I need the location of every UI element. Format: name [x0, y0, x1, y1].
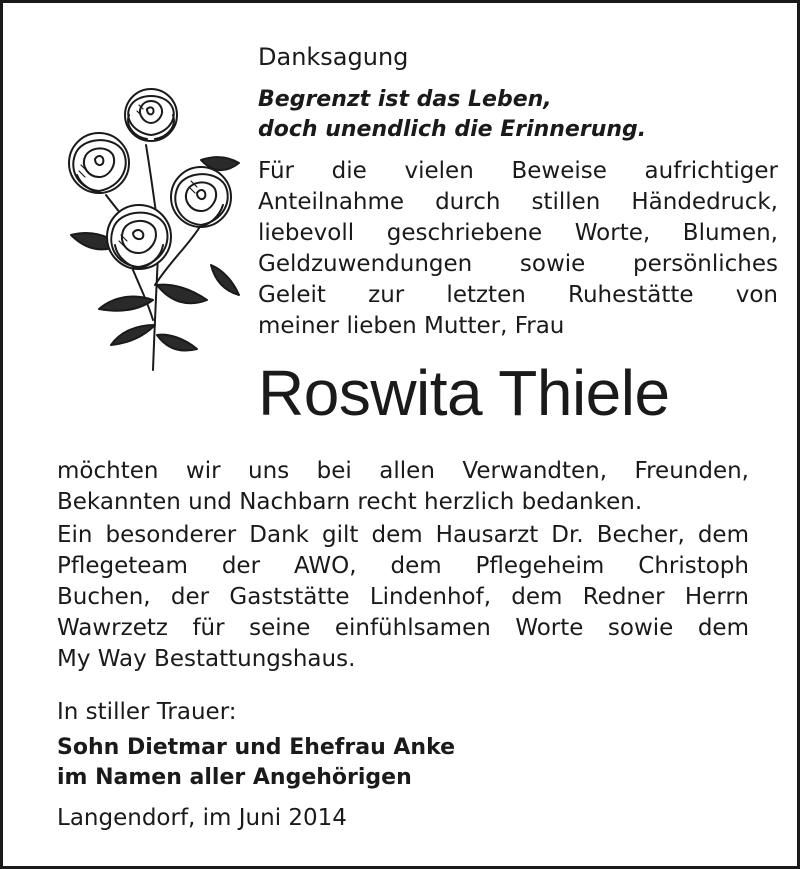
- mourning-label: In stiller Trauer:: [57, 699, 237, 725]
- deceased-name: Roswita Thiele: [258, 357, 670, 429]
- intro-line: meiner lieben Mutter, Frau: [258, 313, 565, 339]
- special-thanks-line: Pflegeteam der AWO, dem Pflegeheim Christoph: [57, 553, 749, 579]
- place-date: Langendorf, im Juni 2014: [57, 805, 347, 831]
- signatory-line-1: Sohn Dietmar und Ehefrau Anke: [57, 735, 456, 760]
- intro-line: Für die vielen Beweise aufrichtiger: [258, 158, 778, 184]
- intro-line: Geleit zur letzten Ruhestätte von: [258, 282, 778, 308]
- special-thanks-line: Wawrzetz für seine einfühlsamen Worte sowie dem: [57, 615, 749, 641]
- special-thanks-line: Buchen, der Gaststätte Lindenhof, dem Redner Herrn: [57, 584, 749, 610]
- motto-line-1: Begrenzt ist das Leben,: [258, 87, 552, 112]
- motto-line-2: doch unendlich die Erinnerung.: [258, 117, 647, 142]
- roses-illustration-icon: [51, 85, 241, 375]
- thanks-line: möchten wir uns bei allen Verwandten, Freunden,: [57, 458, 749, 484]
- intro-line: Geldzuwendungen sowie persönliches: [258, 251, 778, 277]
- intro-paragraph: [258, 156, 778, 342]
- intro-line: Anteilnahme durch stillen Händedruck,: [258, 189, 778, 215]
- signatory-line-2: im Namen aller Angehörigen: [57, 765, 412, 790]
- thanks-paragraph: [57, 456, 749, 518]
- notice-heading: Danksagung: [258, 43, 409, 71]
- intro-line: liebevoll geschriebene Worte, Blumen,: [258, 220, 778, 246]
- special-thanks-line: My Way Bestattungshaus.: [57, 646, 356, 672]
- special-thanks-line: Ein besonderer Dank gilt dem Hausarzt Dr. Becher, dem: [57, 522, 749, 548]
- special-thanks-paragraph: [57, 520, 749, 675]
- thanks-line: Bekannten und Nachbarn recht herzlich bedanken.: [57, 489, 643, 515]
